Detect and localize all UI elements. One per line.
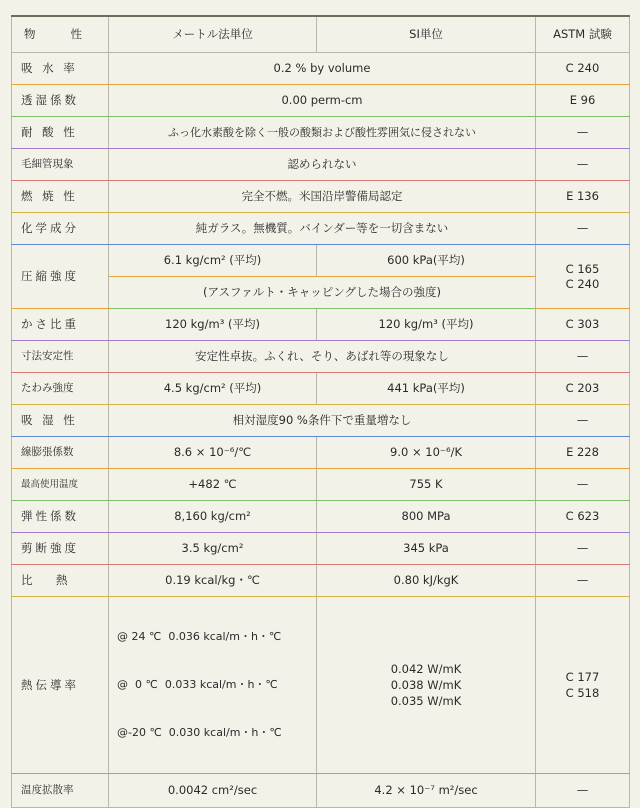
astm-code: —: [536, 774, 630, 808]
si-value: 0.035 W/mK: [390, 694, 462, 708]
astm-code: E 96: [536, 85, 630, 117]
row-density: [12, 309, 630, 341]
astm-code: [536, 597, 630, 774]
astm-code-1: C 177: [565, 670, 600, 684]
property-value: 完全不燃。米国沿岸警備局認定: [109, 181, 536, 213]
header-astm: ASTM 試験: [536, 16, 630, 53]
compressive-note: (アスファルト・キャッピングした場合の強度): [109, 277, 536, 309]
si-value: 441 kPa(平均): [317, 373, 536, 405]
row-diffusivity: [12, 774, 630, 808]
row-stability: [12, 341, 630, 373]
metric-value: 8,160 kg/cm²: [109, 501, 317, 533]
metric-value: 4.5 kg/cm² (平均): [109, 373, 317, 405]
astm-code: —: [536, 213, 630, 245]
header-si: SI単位: [317, 16, 536, 53]
si-value: 345 kPa: [317, 533, 536, 565]
si-values: [317, 597, 536, 774]
property-value: 安定性卓抜。ふくれ、そり、あばれ等の現象なし: [109, 341, 536, 373]
metric-value: @ 24 ℃ 0.036 kcal/m・h・℃: [117, 630, 282, 643]
metric-value: 0.0042 cm²/sec: [109, 774, 317, 808]
si-value: 600 kPa(平均): [317, 245, 536, 277]
row-specific-heat: [12, 565, 630, 597]
si-value: 755 K: [317, 469, 536, 501]
row-permeability: [12, 85, 630, 117]
astm-code: —: [536, 565, 630, 597]
astm-code: —: [536, 117, 630, 149]
astm-code: C 303: [536, 309, 630, 341]
property-label: 吸 水 率: [12, 53, 109, 85]
astm-code: —: [536, 341, 630, 373]
header-property: 物 性: [12, 16, 109, 53]
astm-code: E 228: [536, 437, 630, 469]
row-combustibility: [12, 181, 630, 213]
metric-value: +482 ℃: [109, 469, 317, 501]
property-label: 最高使用温度: [12, 469, 109, 501]
row-max-temperature: [12, 469, 630, 501]
row-shear-strength: [12, 533, 630, 565]
property-label: 化学成分: [12, 213, 109, 245]
header-metric: メートル法単位: [109, 16, 317, 53]
property-label: かさ比重: [12, 309, 109, 341]
property-label: 吸 湿 性: [12, 405, 109, 437]
astm-code: —: [536, 405, 630, 437]
astm-code: —: [536, 469, 630, 501]
astm-code-2: C 240: [565, 276, 600, 291]
property-label: 剪断強度: [12, 533, 109, 565]
astm-code: [536, 245, 630, 309]
metric-value: 3.5 kg/cm²: [109, 533, 317, 565]
row-elastic-modulus: [12, 501, 630, 533]
metric-value: 8.6 × 10⁻⁶/℃: [109, 437, 317, 469]
astm-code: C 623: [536, 501, 630, 533]
metric-value: @ 0 ℃ 0.033 kcal/m・h・℃: [117, 678, 278, 691]
astm-code-1: C 165: [565, 261, 600, 276]
property-label: 熱伝導率: [12, 597, 109, 774]
row-expansion: [12, 437, 630, 469]
row-composition: [12, 213, 630, 245]
astm-code: E 136: [536, 181, 630, 213]
si-value: 4.2 × 10⁻⁷ m²/sec: [317, 774, 536, 808]
properties-table: [11, 15, 630, 808]
header-row: [12, 16, 630, 53]
metric-values: [109, 597, 317, 774]
si-value: 0.042 W/mK: [390, 662, 462, 676]
astm-code: C 240: [536, 53, 630, 85]
row-thermal-conductivity: [12, 597, 630, 774]
property-label: 耐 酸 性: [12, 117, 109, 149]
property-label: 透湿係数: [12, 85, 109, 117]
si-value: 9.0 × 10⁻⁶/K: [317, 437, 536, 469]
si-value: 0.038 W/mK: [390, 678, 462, 692]
property-value: 0.00 perm-cm: [109, 85, 536, 117]
astm-code: —: [536, 533, 630, 565]
properties-sheet: [11, 15, 629, 808]
property-label: 圧縮強度: [12, 245, 109, 309]
property-value: 純ガラス。無機質。バインダー等を一切含まない: [109, 213, 536, 245]
property-label: 弾性係数: [12, 501, 109, 533]
metric-value: @-20 ℃ 0.030 kcal/m・h・℃: [117, 726, 282, 739]
row-flexural-strength: [12, 373, 630, 405]
metric-value: 120 kg/m³ (平均): [109, 309, 317, 341]
property-label: 温度拡散率: [12, 774, 109, 808]
si-value: 0.80 kJ/kgK: [317, 565, 536, 597]
astm-code: C 203: [536, 373, 630, 405]
metric-value: 0.19 kcal/kg・℃: [109, 565, 317, 597]
si-value: 800 MPa: [317, 501, 536, 533]
row-acid-resistance: [12, 117, 630, 149]
property-value: ふっ化水素酸を除く一般の酸類および酸性雰囲気に侵されない: [109, 117, 536, 149]
row-compressive-strength: [12, 245, 630, 277]
astm-code-2: C 518: [565, 686, 600, 700]
row-humidity: [12, 405, 630, 437]
metric-value: 6.1 kg/cm² (平均): [109, 245, 317, 277]
astm-code: —: [536, 149, 630, 181]
property-label: 毛細管現象: [12, 149, 109, 181]
row-water-absorption: [12, 53, 630, 85]
property-label: 寸法安定性: [12, 341, 109, 373]
property-label: 比 熱: [12, 565, 109, 597]
property-label: 線膨張係数: [12, 437, 109, 469]
property-value: 0.2 % by volume: [109, 53, 536, 85]
row-capillarity: [12, 149, 630, 181]
si-value: 120 kg/m³ (平均): [317, 309, 536, 341]
property-value: 認められない: [109, 149, 536, 181]
property-label: たわみ強度: [12, 373, 109, 405]
property-value: 相対湿度90 %条件下で重量増なし: [109, 405, 536, 437]
property-label: 燃 焼 性: [12, 181, 109, 213]
